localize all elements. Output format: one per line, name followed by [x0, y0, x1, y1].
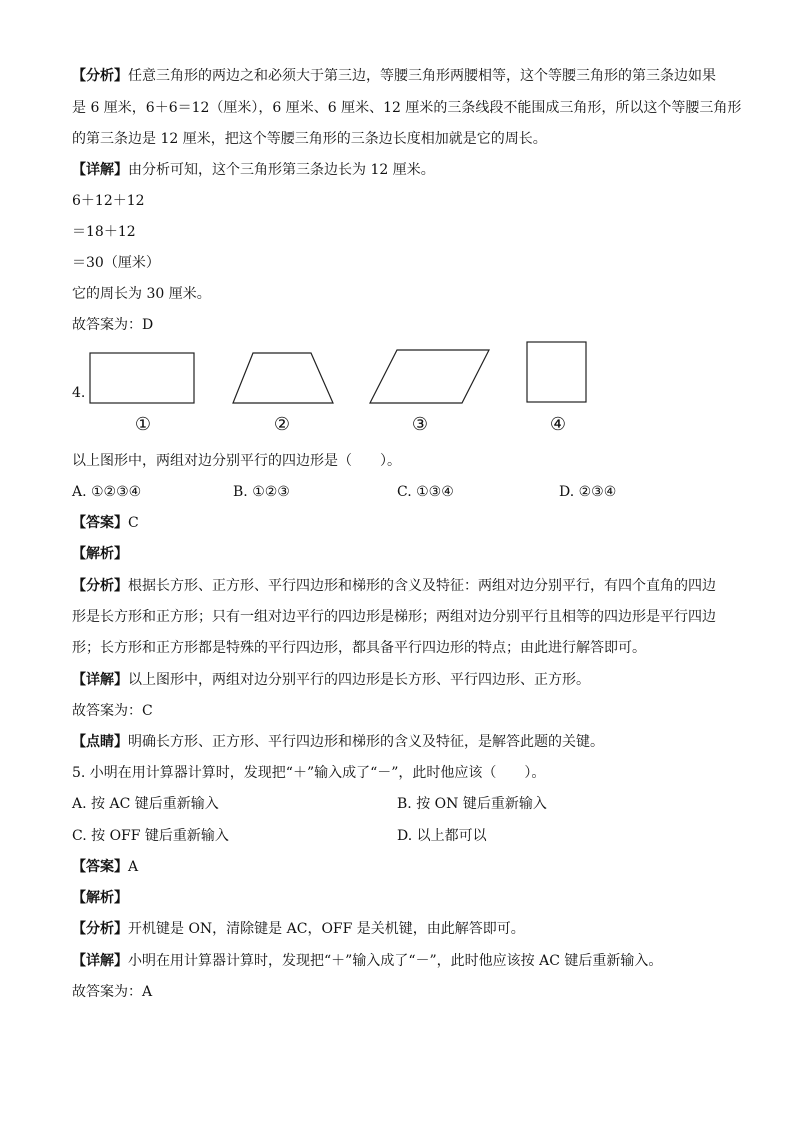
parallelogram-shape	[370, 350, 489, 403]
q4-analysis-line-3: 形；长方形和正方形都是特殊的平行四边形，都具备平行四边形的特点；由此进行解答即可。	[72, 640, 646, 656]
trapezoid-shape	[233, 353, 333, 403]
answer-tag: 【答案】	[72, 859, 128, 875]
answer-value: A	[128, 859, 139, 875]
detail-tag: 【详解】	[72, 672, 128, 688]
q4-option-d: D. ②③④	[559, 484, 617, 500]
q4-option-a: A. ①②③④	[72, 484, 142, 500]
square-shape	[527, 342, 586, 402]
q5-answer	[72, 857, 138, 877]
answer-value: C	[128, 515, 139, 531]
detail-text: 以上图形中，两组对边分别平行的四边形是长方形、平行四边形、正方形。	[128, 672, 590, 688]
q3-analysis-line-2: 是 6 厘米，6＋6＝12（厘米），6 厘米、6 厘米、12 厘米的三条线段不能围成三角形，所以这个等腰三角形	[72, 100, 742, 116]
q5-option-b: B. 按 ON 键后重新输入	[397, 796, 547, 812]
analysis-tag: 【分析】	[72, 68, 128, 84]
dianjing-text: 明确长方形、正方形、平行四边形和梯形的含义及特征，是解答此题的关键。	[128, 734, 604, 750]
q4-answer	[72, 513, 139, 533]
answer-tag: 【答案】	[72, 515, 128, 531]
q5-option-d: D. 以上都可以	[397, 828, 487, 844]
q5-answer-line: 故答案为：A	[72, 984, 153, 1000]
q3-calc-3: ＝30（厘米）	[72, 255, 160, 271]
q5-analysis	[72, 919, 525, 939]
q4-analysis-line-1	[72, 576, 716, 596]
detail-text: 小明在用计算器计算时，发现把“＋”输入成了“－”，此时他应该按 AC 键后重新输入。	[128, 953, 663, 969]
analysis-text: 开机键是 ON，清除键是 AC，OFF 是关机键，由此解答即可。	[128, 921, 525, 937]
q4-detail	[72, 670, 590, 690]
q4-analysis-line-2: 形是长方形和正方形；只有一组对边平行的四边形是梯形；两组对边分别平行且相等的四边形是平行四边	[72, 609, 716, 625]
q5-option-a: A. 按 AC 键后重新输入	[72, 796, 219, 812]
analysis-tag: 【分析】	[72, 921, 128, 937]
q4-dianjing	[72, 732, 604, 752]
q3-calc-1: 6＋12＋12	[72, 193, 145, 209]
figure-label-4: ④	[549, 414, 567, 435]
q3-conclusion: 它的周长为 30 厘米。	[72, 286, 211, 302]
q4-option-b: B. ①②③	[233, 484, 290, 500]
rectangle-shape	[90, 353, 194, 403]
q5-jiexi-tag: 【解析】	[72, 890, 128, 906]
dianjing-tag: 【点睛】	[72, 734, 128, 750]
q5-detail	[72, 951, 662, 971]
q5-option-c: C. 按 OFF 键后重新输入	[72, 828, 229, 844]
figure-label-3: ③	[411, 414, 429, 435]
figure-label-2: ②	[273, 414, 291, 435]
q4-number: 4.	[72, 385, 86, 401]
q3-calc-2: ＝18＋12	[72, 224, 136, 240]
detail-tag: 【详解】	[72, 162, 128, 178]
q3-analysis-line-3: 的第三条边是 12 厘米，把这个等腰三角形的三条边长度相加就是它的周长。	[72, 131, 547, 147]
analysis-text: 根据长方形、正方形、平行四边形和梯形的含义及特征：两组对边分别平行，有四个直角的四边	[128, 578, 716, 594]
q4-answer-line: 故答案为：C	[72, 703, 153, 719]
figure-label-1: ①	[134, 414, 152, 435]
q5-question: 5. 小明在用计算器计算时，发现把“＋”输入成了“－”，此时他应该（ ）。	[72, 765, 546, 781]
q4-option-c: C. ①③④	[397, 484, 454, 500]
analysis-text: 任意三角形的两边之和必须大于第三边，等腰三角形两腰相等，这个等腰三角形的第三条边如果	[128, 68, 716, 84]
detail-text: 由分析可知，这个三角形第三条边长为 12 厘米。	[128, 162, 435, 178]
analysis-tag: 【分析】	[72, 578, 128, 594]
q4-question: 以上图形中，两组对边分别平行的四边形是（ ）。	[72, 453, 401, 469]
q3-answer-line: 故答案为：D	[72, 317, 154, 333]
detail-tag: 【详解】	[72, 953, 128, 969]
q4-jiexi-tag: 【解析】	[72, 546, 128, 562]
